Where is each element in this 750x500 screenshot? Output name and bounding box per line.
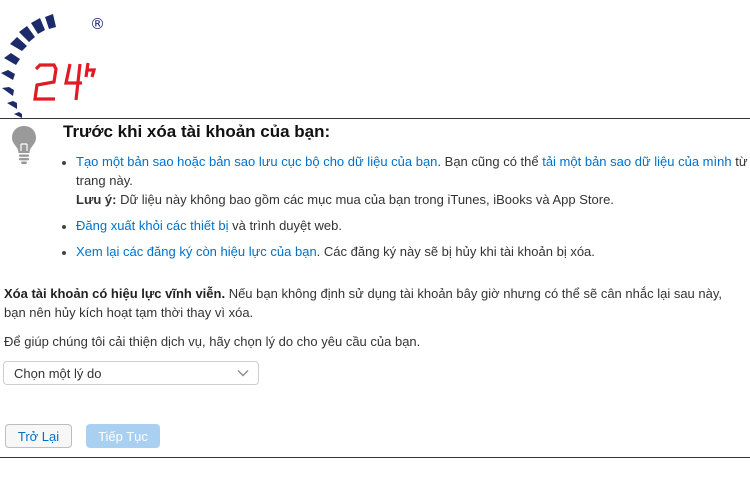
24h-logo	[0, 8, 120, 120]
delete-warning-text: Nếu bạn không định sử dụng tài khoản bây giờ nhưng có thể sẽ cân nhắc lại sau này, bạn nên hủy kích hoạt tạm thời thay vì xóa.	[4, 286, 722, 320]
tip-text: từ trang này.	[76, 154, 748, 188]
footer-divider	[0, 457, 750, 458]
page-title: Trước khi xóa tài khoản của bạn:	[63, 122, 331, 141]
tip-text: . Bạn cũng có thể	[437, 154, 543, 169]
note-label: Lưu ý:	[76, 192, 117, 207]
reason-select[interactable]	[3, 361, 259, 385]
tips-list	[60, 152, 750, 268]
sign-out-devices-link[interactable]: Đăng xuất khỏi các thiết bị	[76, 218, 229, 233]
list-item	[76, 242, 750, 261]
chevron-down-icon	[237, 369, 249, 377]
review-subscriptions-link[interactable]: Xem lại các đăng ký còn hiệu lực của bạn	[76, 244, 317, 259]
note-text: Dữ liệu này không bao gồm các mục mua của bạn trong iTunes, iBooks và App Store.	[116, 192, 614, 207]
continue-button[interactable]: Tiếp Tục	[86, 424, 160, 448]
delete-warning-bold: Xóa tài khoản có hiệu lực vĩnh viễn.	[4, 286, 226, 301]
backup-data-link[interactable]: Tạo một bản sao hoặc bản sao lưu cục bộ cho dữ liệu của bạn	[76, 154, 438, 169]
header-divider	[0, 118, 750, 119]
tip-text: . Các đăng ký này sẽ bị hủy khi tài khoản bị xóa.	[316, 244, 595, 259]
list-item	[76, 152, 750, 209]
reason-prompt: Để giúp chúng tôi cải thiện dịch vụ, hãy chọn lý do cho yêu cầu của bạn.	[4, 334, 421, 349]
back-button[interactable]: Trở Lại	[5, 424, 72, 448]
reason-select-value: Chọn một lý do	[14, 366, 102, 381]
tip-text: và trình duyệt web.	[228, 218, 342, 233]
list-item	[76, 216, 750, 235]
delete-warning	[4, 284, 744, 322]
lightbulb-icon	[11, 125, 37, 165]
download-data-link[interactable]: tải một bản sao dữ liệu của mình	[542, 154, 732, 169]
trademark-symbol: ®	[90, 15, 105, 33]
